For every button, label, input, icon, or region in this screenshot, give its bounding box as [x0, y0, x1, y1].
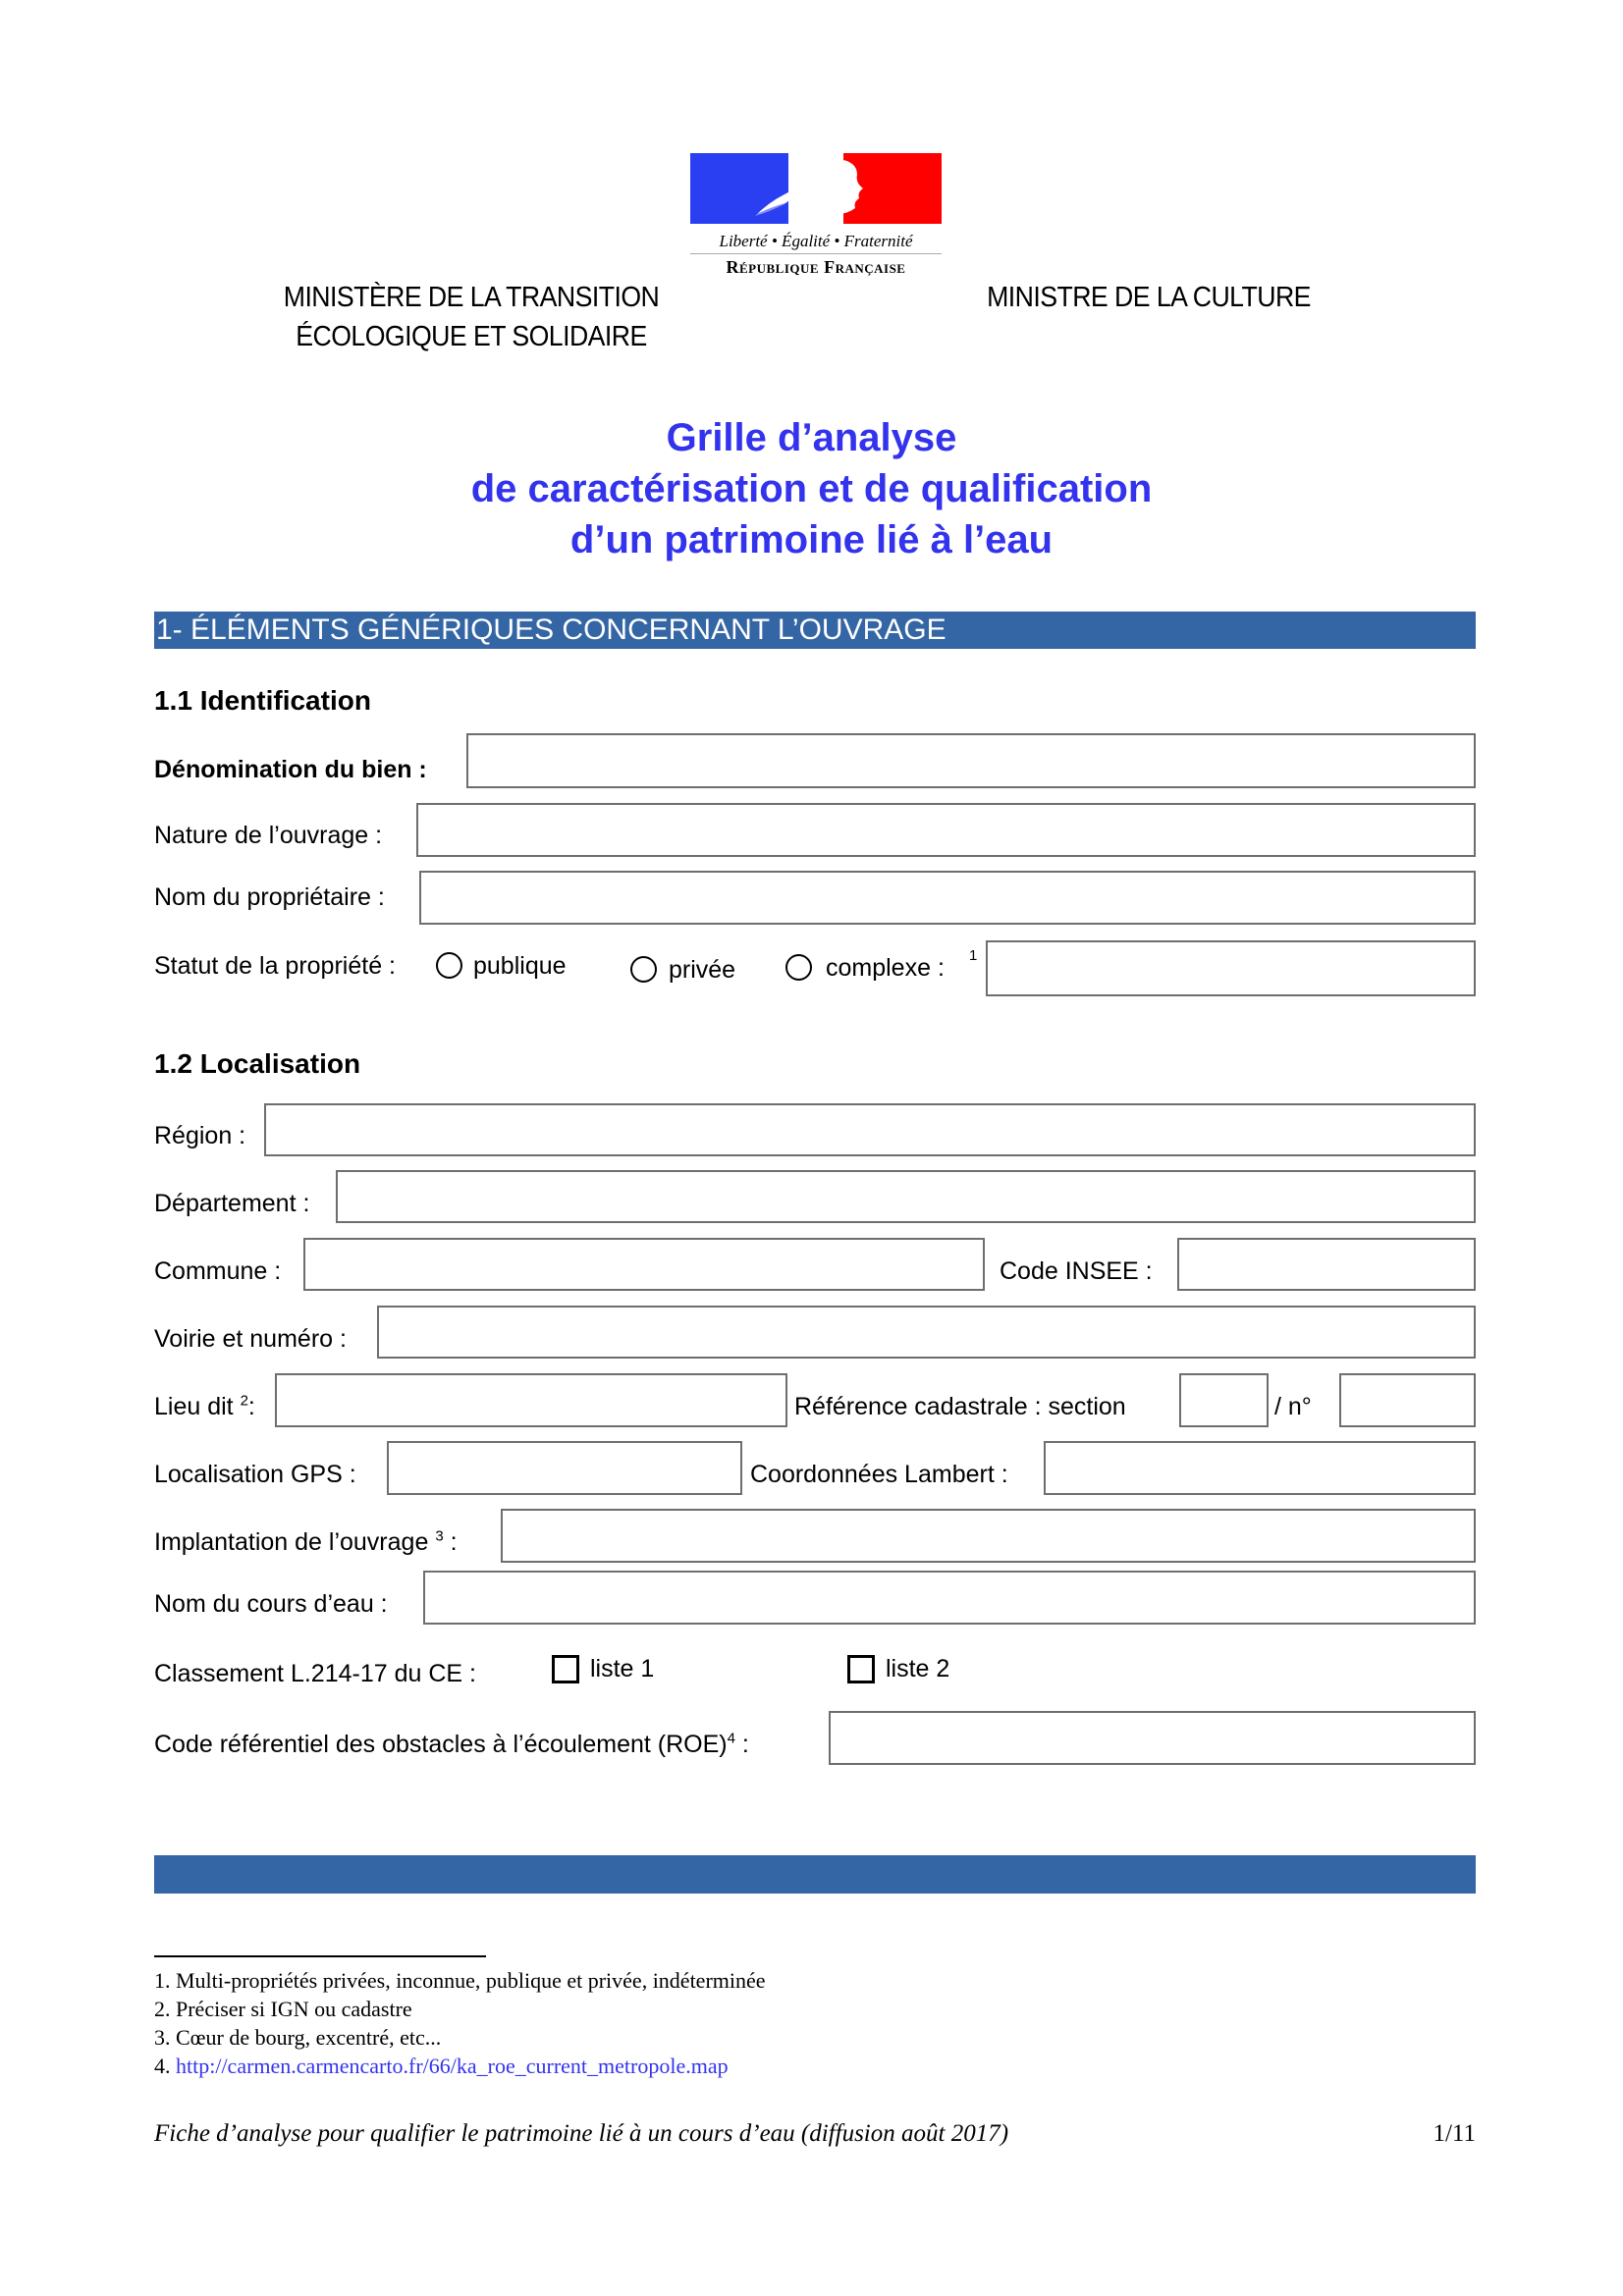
nature-ouvrage-field[interactable]	[416, 803, 1476, 857]
commune-field[interactable]	[303, 1238, 985, 1291]
footnote-3-num: 3.	[154, 2025, 171, 2050]
page-number: 1/11	[1433, 2120, 1476, 2147]
radio-publique-label: publique	[473, 952, 567, 980]
footnote-1-text: Multi-propriétés privées, inconnue, publique et privée, indéterminée	[176, 1968, 766, 1993]
voirie-field[interactable]	[377, 1306, 1476, 1359]
title-line2: de caractérisation et de qualification	[470, 467, 1153, 510]
lieu-dit-label-text: Lieu dit	[154, 1393, 234, 1420]
footnote-ref-2[interactable]: 2	[240, 1392, 248, 1410]
complexe-field[interactable]	[986, 940, 1476, 996]
checkbox-liste-1[interactable]	[552, 1655, 579, 1683]
cadastre-label: Référence cadastrale : section	[794, 1393, 1126, 1420]
footnote-3-text: Cœur de bourg, excentré, etc...	[176, 2025, 442, 2050]
denomination-label: Dénomination du bien :	[154, 756, 427, 783]
roe-label-text: Code référentiel des obstacles à l’écoulement (ROE)	[154, 1731, 728, 1758]
roe-label	[154, 1730, 749, 1758]
section-1-header	[154, 612, 1476, 649]
roe-colon: :	[741, 1731, 749, 1758]
commune-label: Commune :	[154, 1257, 282, 1285]
implantation-label	[154, 1527, 458, 1556]
footnote-3	[154, 2027, 441, 2049]
radio-privee-label: privée	[669, 956, 736, 984]
cadastre-numero-label: / n°	[1274, 1393, 1312, 1420]
lieu-dit-label	[154, 1392, 255, 1420]
localisation-heading: 1.2 Localisation	[154, 1048, 361, 1079]
footnote-1	[154, 1970, 766, 1992]
proprietaire-field[interactable]	[419, 871, 1476, 925]
radio-complexe-label: complexe :	[826, 954, 945, 982]
cours-eau-label: Nom du cours d’eau :	[154, 1590, 388, 1618]
region-label: Région :	[154, 1122, 246, 1149]
departement-field[interactable]	[336, 1170, 1476, 1223]
logo-republique: République Française	[726, 257, 906, 277]
denomination-field[interactable]	[466, 733, 1476, 788]
footnote-4	[154, 2056, 729, 2077]
statut-label: Statut de la propriété :	[154, 952, 396, 980]
footnote-ref-3[interactable]: 3	[435, 1527, 444, 1545]
footnote-4-num: 4.	[154, 2054, 171, 2078]
footnote-ref-1[interactable]: 1	[969, 947, 978, 964]
marianne-flag-icon	[690, 153, 942, 224]
insee-field[interactable]	[1177, 1238, 1476, 1291]
classement-label: Classement L.214-17 du CE :	[154, 1660, 476, 1687]
footnote-2	[154, 1999, 412, 2020]
radio-publique[interactable]	[436, 952, 462, 979]
section-2-header-bar	[154, 1855, 1476, 1894]
lambert-label: Coordonnées Lambert :	[750, 1461, 1008, 1488]
republique-francaise-logo	[690, 153, 942, 279]
footnote-1-num: 1.	[154, 1968, 171, 1993]
proprietaire-label: Nom du propriétaire :	[154, 883, 385, 911]
ministry-left	[245, 278, 697, 356]
insee-label: Code INSEE :	[1000, 1257, 1153, 1285]
radio-complexe[interactable]	[785, 954, 812, 981]
nature-ouvrage-label: Nature de l’ouvrage :	[154, 822, 383, 849]
region-field[interactable]	[264, 1103, 1476, 1156]
footnote-separator	[154, 1955, 486, 1957]
lieu-dit-field[interactable]	[275, 1373, 787, 1427]
logo-motto: Liberté • Égalité • Fraternité	[719, 232, 913, 250]
checkbox-liste-2-label: liste 2	[886, 1655, 950, 1682]
implantation-colon: :	[450, 1528, 458, 1556]
cadastre-section-field[interactable]	[1179, 1373, 1269, 1427]
title-line1: Grille d’analyse	[666, 416, 957, 459]
ministry-left-line1: MINISTÈRE DE LA TRANSITION	[283, 282, 660, 313]
voirie-label: Voirie et numéro :	[154, 1325, 347, 1353]
section-1-title: 1- ÉLÉMENTS GÉNÉRIQUES CONCERNANT L’OUVRAGE	[156, 614, 947, 646]
title-line3: d’un patrimoine lié à l’eau	[569, 518, 1054, 561]
page-title	[0, 412, 1623, 565]
roe-field[interactable]	[829, 1711, 1476, 1765]
identification-heading: 1.1 Identification	[154, 685, 371, 716]
ministry-right: MINISTRE DE LA CULTURE	[987, 282, 1311, 313]
roe-map-link[interactable]: http://carmen.carmencarto.fr/66/ka_roe_current_metropole.map	[176, 2054, 729, 2078]
cours-eau-field[interactable]	[423, 1571, 1476, 1625]
departement-label: Département :	[154, 1190, 310, 1217]
footer-text: Fiche d’analyse pour qualifier le patrimoine lié à un cours d’eau (diffusion août 2017)	[154, 2120, 1009, 2147]
checkbox-liste-1-label: liste 1	[590, 1655, 655, 1682]
cadastre-numero-field[interactable]	[1339, 1373, 1476, 1427]
gps-label: Localisation GPS :	[154, 1461, 356, 1488]
ministry-left-line2: ÉCOLOGIQUE ET SOLIDAIRE	[296, 321, 647, 352]
footnote-2-num: 2.	[154, 1997, 171, 2021]
footnote-ref-4[interactable]: 4	[727, 1730, 735, 1747]
logo-rule	[690, 253, 942, 254]
gps-field[interactable]	[387, 1441, 742, 1495]
implantation-field[interactable]	[501, 1509, 1476, 1563]
lieu-dit-colon: :	[247, 1393, 255, 1420]
checkbox-liste-2[interactable]	[847, 1655, 875, 1683]
implantation-label-text: Implantation de l’ouvrage	[154, 1528, 429, 1556]
lambert-field[interactable]	[1044, 1441, 1476, 1495]
radio-privee[interactable]	[630, 956, 657, 983]
footnote-2-text: Préciser si IGN ou cadastre	[176, 1997, 412, 2021]
